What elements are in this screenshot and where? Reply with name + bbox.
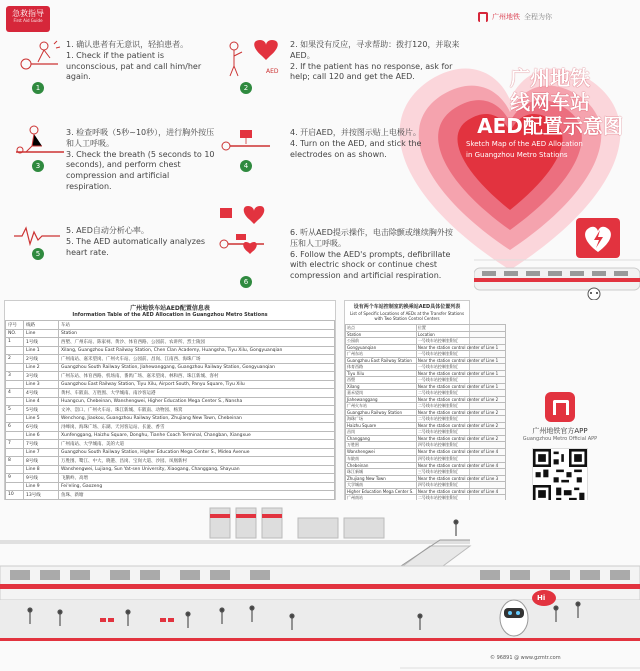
table-cell: Jiahewanggang xyxy=(346,397,417,403)
table-cell: 嘉禾望岗 xyxy=(346,390,417,397)
table-row xyxy=(6,363,335,372)
table-cell: 5号线 xyxy=(24,406,59,415)
table-cell: 珠江新城 xyxy=(346,468,417,475)
app-name: 广州地铁官方APP xyxy=(532,427,588,435)
table-cell: 海珠广场 xyxy=(346,416,417,423)
table-cell: 2号线 xyxy=(24,355,59,364)
table-cell: 体育西路 xyxy=(346,363,417,370)
table-cell: 3号线 xyxy=(24,372,59,381)
table-cell xyxy=(6,380,24,389)
table-cell: 9号线 xyxy=(24,474,59,483)
table-cell: 三号线车站控制室附近 xyxy=(416,468,505,475)
table-cell: 二号线车站控制室附近 xyxy=(416,416,505,423)
table-cell: Tiyu Xilu xyxy=(346,370,417,376)
table-cell: Line 8 xyxy=(24,465,59,474)
table-row xyxy=(346,423,506,429)
table-header-cell: 线路 xyxy=(24,321,59,330)
table-cell: Near the station control center of Line 1 xyxy=(416,344,505,350)
table-row xyxy=(6,457,335,466)
table-cell: 5 xyxy=(6,406,24,415)
table-row xyxy=(6,355,335,364)
table-header-cell: 车站 xyxy=(58,321,334,330)
table-cell: Near the station control center of Line 3 xyxy=(416,475,505,481)
step-6-cn: 6. 听从AED提示操作，电击除颤或继续胸外按压和人工呼吸。 xyxy=(290,228,453,248)
table-row xyxy=(6,406,335,415)
step-6-illustration xyxy=(214,204,274,274)
table-row xyxy=(346,397,506,403)
table-row xyxy=(6,338,335,347)
title-en-2: in Guangzhou Metro Stations xyxy=(466,150,568,159)
step-6-number: 6 xyxy=(240,276,252,288)
table-cell: Huangcun, Chebeinan, Wanshengwei, Higher Education Mega Center S., Nansha xyxy=(58,397,334,406)
table-row xyxy=(346,488,506,494)
table-cell xyxy=(6,482,24,491)
metro-logo-icon xyxy=(478,12,488,22)
table-cell: 4号线 xyxy=(24,389,59,398)
table-cell: Line 9 xyxy=(24,482,59,491)
table-right-title: 设有两个车站控制室的换乘站AED具体位置列表 xyxy=(353,304,461,310)
table-row xyxy=(346,363,506,370)
step-2-en: 2. If the patient has no response, ask for help; call 120 and get the AED. xyxy=(290,61,453,82)
table-cell: 6号线 xyxy=(24,423,59,432)
step-3-cn: 3. 检查呼吸（5秒~10秒），进行胸外按压和人工呼吸。 xyxy=(66,128,215,148)
table-cell: 万胜围、鹭江、中大、晓港、昌岗、宝岗大道、沙园、凤凰新村 xyxy=(58,457,334,466)
table-row xyxy=(346,429,506,436)
table-row xyxy=(346,416,506,423)
table-cell: 广州东站、体育西路、机场南、番禺广场、嘉禾望岗、林和西、珠江新城、客村 xyxy=(58,372,334,381)
table-row xyxy=(6,491,335,500)
table-row xyxy=(346,410,506,416)
step-2-text xyxy=(290,40,460,83)
step-1-number: 1 xyxy=(32,82,44,94)
title-line-2: 线网车站 xyxy=(510,90,590,114)
table-cell: 二号线车站控制室附近 xyxy=(416,429,505,436)
table-cell xyxy=(6,465,24,474)
robot-speech-bubble: Hi xyxy=(537,594,546,602)
table-cell: Near the station control center of Line 2 xyxy=(416,410,505,416)
table-cell: Near the station control center of Line 4 xyxy=(416,462,505,468)
table-row xyxy=(346,442,506,449)
step-6-text xyxy=(290,228,460,282)
table-row xyxy=(346,344,506,350)
table-cell xyxy=(6,346,24,355)
table-cell: 昌岗 xyxy=(346,429,417,436)
train-illustration-top xyxy=(474,250,640,300)
table-cell: 一号线车站控制室附近 xyxy=(416,376,505,383)
table-cell: 西塱 xyxy=(346,376,417,383)
table-cell: Line 3 xyxy=(24,380,59,389)
table-cell: 7号线 xyxy=(24,440,59,449)
table-cell: Guangzhou Railway Station xyxy=(346,410,417,416)
step-5-en: 5. The AED automatically analyzes heart rate. xyxy=(66,236,206,257)
table-cell xyxy=(6,414,24,423)
step-5-number: 5 xyxy=(32,248,44,260)
table-cell: 广州南站、嘉禾望岗、广州火车站、公园前、昌岗、江南西、海珠广场 xyxy=(58,355,334,364)
table-cell: 6 xyxy=(6,423,24,432)
table-cell: 四号线车站控制室附近 xyxy=(416,442,505,449)
table-cell xyxy=(6,431,24,440)
table-cell: 飞鹅岭、高增 xyxy=(58,474,334,483)
table-cell xyxy=(6,397,24,406)
table-cell: 8 xyxy=(6,457,24,466)
table-row xyxy=(6,423,335,432)
table-header-cell: 站点 xyxy=(346,324,417,331)
table-cell: Changgang xyxy=(346,436,417,442)
metro-app-icon[interactable] xyxy=(545,392,575,422)
step-5-text xyxy=(66,226,216,258)
table-cell: Xilang xyxy=(346,383,417,389)
table-row xyxy=(6,465,335,474)
poster-title xyxy=(460,66,640,160)
table-row xyxy=(346,390,506,397)
table-row xyxy=(6,389,335,398)
table-row xyxy=(346,468,506,475)
table-row xyxy=(346,337,506,344)
table-cell xyxy=(6,448,24,457)
table-cell: Xunfenggang, Haizhu Square, Donghu, Tianhe Coach Terminal, Changban, Xiangxue xyxy=(58,431,334,440)
table-cell: Guangzhou South Railway Station, Jiahewanggang, Guangzhou Railway Station, Gongyuanqian xyxy=(58,363,334,372)
table-cell: Near the station control center of Line 4 xyxy=(416,488,505,494)
step-2-number: 2 xyxy=(240,82,252,94)
table-cell: 广州东站 xyxy=(346,350,417,357)
table-cell: Wanshengwei, Lujiang, Sun Yat-sen University, Xiaogang, Changgang, Shayuan xyxy=(58,465,334,474)
transfer-station-table xyxy=(344,300,499,510)
app-name-en: Guangzhou Metro Official APP xyxy=(522,436,598,442)
table-cell: 二号线车站控制室附近 xyxy=(416,403,505,410)
table-cell: 10 xyxy=(6,491,24,500)
table-cell: Wenchong, Jiaokou, Guangzhou Railway Station, Zhujiang New Town, Chebeinan xyxy=(58,414,334,423)
step-1-en: 1. Check if the patient is unconscious, pat and call him/her again. xyxy=(66,50,202,82)
table-cell: 鱼珠、新塘 xyxy=(58,491,334,500)
table-cell: Haizhu Square xyxy=(346,423,417,429)
title-line-3: AED配置示意图 xyxy=(477,114,623,138)
title-en-1: Sketch Map of the AED Allocation xyxy=(466,140,583,148)
table-row xyxy=(346,403,506,410)
table-cell: Near the station control center of Line 2 xyxy=(416,436,505,442)
step-5-cn: 5. AED自动分析心率。 xyxy=(66,226,149,235)
table-left-title-en: Information Table of the AED Allocation in Guangzhou Metro Stations xyxy=(72,312,268,318)
table-row xyxy=(346,475,506,481)
table-row xyxy=(6,474,335,483)
table-cell: Wanshengwei xyxy=(346,449,417,455)
table-cell: 文冲、滘口、广州火车站、珠江新城、车陂南、动物园、杨箕 xyxy=(58,406,334,415)
table-cell: Near the station control center of Line 4 xyxy=(416,449,505,455)
aed-allocation-table xyxy=(4,300,336,510)
step-3-number: 3 xyxy=(32,160,44,172)
table-right-title-en: List of Specific Locations of AEDs at the Transfer Stations with Two Station Control Centers xyxy=(349,311,465,321)
title-line-1: 广州地铁 xyxy=(510,66,590,90)
table-cell: 4 xyxy=(6,389,24,398)
brand-slogan: 全程为你 xyxy=(524,13,552,21)
table-header-cell: Line xyxy=(24,329,59,338)
aed-label: AED xyxy=(266,68,279,75)
table-cell: 3 xyxy=(6,372,24,381)
emergency-badge-sub: First Aid Guide xyxy=(13,17,43,23)
table-cell: 广州火车站 xyxy=(346,403,417,410)
table-header-row xyxy=(346,324,506,331)
table-cell: Line 4 xyxy=(24,397,59,406)
table-row xyxy=(346,436,506,442)
table-header-row xyxy=(6,329,335,338)
table-row xyxy=(346,481,506,488)
website-footer: © 96891 @ www.gzmtr.com xyxy=(490,655,561,661)
step-3-illustration xyxy=(12,124,68,158)
table-cell: 浔峰岗、海珠广场、东湖、天河客运站、长湴、香雪 xyxy=(58,423,334,432)
table-header-cell: 序号 xyxy=(6,321,24,330)
table-row xyxy=(6,448,335,457)
brand-name: 广州地铁 xyxy=(492,13,520,21)
station-scene-illustration xyxy=(0,500,640,671)
table-left-title: 广州地铁车站AED配置信息表 xyxy=(130,305,210,312)
table-header-cell: 位置 xyxy=(416,324,505,331)
table-header-cell: Station xyxy=(346,331,417,337)
table-header-cell: Station xyxy=(58,329,334,338)
table-row xyxy=(6,482,335,491)
table-cell: 二号线车站控制室附近 xyxy=(416,494,505,501)
table-header-cell: NO. xyxy=(6,329,24,338)
table-cell: 一号线车站控制室附近 xyxy=(416,350,505,357)
table-cell: Guangzhou South Railway Station, Higher Education Mega Center S., Midea Avenue xyxy=(58,448,334,457)
table-cell: Chebeinan xyxy=(346,462,417,468)
step-2-cn: 2. 如果没有反应，寻求帮助：拨打120，并取来AED。 xyxy=(290,40,460,60)
table-cell: 一号线车站控制室附近 xyxy=(416,363,505,370)
table-cell: 一号线车站控制室附近 xyxy=(416,337,505,344)
table-cell: Near the station control center of Line 1 xyxy=(416,383,505,389)
table-header-cell: Location xyxy=(416,331,505,337)
table-cell: 13号线 xyxy=(24,491,59,500)
table-cell: 8号线 xyxy=(24,457,59,466)
table-row xyxy=(346,357,506,363)
table-cell: Near the station control center of Line 1 xyxy=(416,370,505,376)
table-cell: 万胜围 xyxy=(346,442,417,449)
table-cell: 公园前 xyxy=(346,337,417,344)
table-cell: Line 2 xyxy=(24,363,59,372)
step-4-text xyxy=(290,128,460,160)
table-cell: Fei'eling, Gaozeng xyxy=(58,482,334,491)
table-row xyxy=(6,346,335,355)
step-4-cn: 4. 开启AED，并按图示贴上电极片。 xyxy=(290,128,421,137)
table-row xyxy=(346,350,506,357)
table-cell: Near the station control center of Line 1 xyxy=(416,357,505,363)
qr-code-icon[interactable] xyxy=(532,448,588,504)
step-5-illustration xyxy=(12,226,62,246)
table-row xyxy=(6,431,335,440)
table-row xyxy=(6,414,335,423)
table-cell: Guangzhou East Railway Station xyxy=(346,357,417,363)
table-row xyxy=(6,372,335,381)
step-4-number: 4 xyxy=(240,160,252,172)
table-row xyxy=(346,455,506,462)
table-cell: 1 xyxy=(6,338,24,347)
table-cell: Xilang, Guangzhou East Railway Station, Chen Clan Academy, Huangsha, Tiyu Xilu, Gongyuanqian xyxy=(58,346,334,355)
emergency-badge-text: 急救指导 xyxy=(12,9,44,18)
emergency-badge xyxy=(6,6,50,32)
table-row xyxy=(346,376,506,383)
step-6-en: 6. Follow the AED's prompts, defibrillate with electric shock or continue chest compression and artificial respiration. xyxy=(290,249,451,281)
table-cell: 车陂南 xyxy=(346,455,417,462)
step-1-illustration xyxy=(14,36,64,76)
table-cell: 9 xyxy=(6,474,24,483)
brand-header xyxy=(478,12,552,22)
table-row xyxy=(6,397,335,406)
table-cell: Guangzhou East Railway Station, Tiyu Xilu, Airport South, Panyu Square, Tiyu Xilu xyxy=(58,380,334,389)
table-cell: Line 1 xyxy=(24,346,59,355)
table-cell: 大学城南 xyxy=(346,481,417,488)
table-cell: 广州南站、大学城南、美的大道 xyxy=(58,440,334,449)
table-cell: Line 6 xyxy=(24,431,59,440)
table-cell: Higher Education Mega Center S. xyxy=(346,488,417,494)
table-cell: 7 xyxy=(6,440,24,449)
table-cell: Near the station control center of Line 2 xyxy=(416,397,505,403)
table-cell: 四号线车站控制室附近 xyxy=(416,481,505,488)
table-cell: 2 xyxy=(6,355,24,364)
table-row xyxy=(6,440,335,449)
table-cell: 1号线 xyxy=(24,338,59,347)
table-cell: 四号线车站控制室附近 xyxy=(416,455,505,462)
step-1-cn: 1. 确认患者有无意识，轻拍患者。 xyxy=(66,40,189,49)
table-cell: 西塱、广州东站、陈家祠、黄沙、体育西路、公园前、农讲所、烈士陵园 xyxy=(58,338,334,347)
table-cell: 黄村、车陂南、万胜围、大学城南、南沙客运港 xyxy=(58,389,334,398)
table-cell: 广州南站 xyxy=(346,494,417,501)
table-cell: Near the station control center of Line 2 xyxy=(416,423,505,429)
step-4-en: 4. Turn on the AED, and stick the electrodes on as shown. xyxy=(290,138,422,159)
step-3-en: 3. Check the breath (5 seconds to 10 seconds), and perform chest compression and artificial respiration. xyxy=(66,149,215,191)
table-cell: Line 7 xyxy=(24,448,59,457)
step-4-illustration xyxy=(216,124,276,158)
table-cell: Zhujiang New Town xyxy=(346,475,417,481)
table-row xyxy=(6,380,335,389)
table-cell: Gongyuanqian xyxy=(346,344,417,350)
table-row xyxy=(346,449,506,455)
table-cell xyxy=(6,363,24,372)
table-header-row xyxy=(6,321,335,330)
table-cell: Line 5 xyxy=(24,414,59,423)
step-1-text xyxy=(66,40,216,83)
table-cell: 二号线车站控制室附近 xyxy=(416,390,505,397)
step-3-text xyxy=(66,128,216,193)
